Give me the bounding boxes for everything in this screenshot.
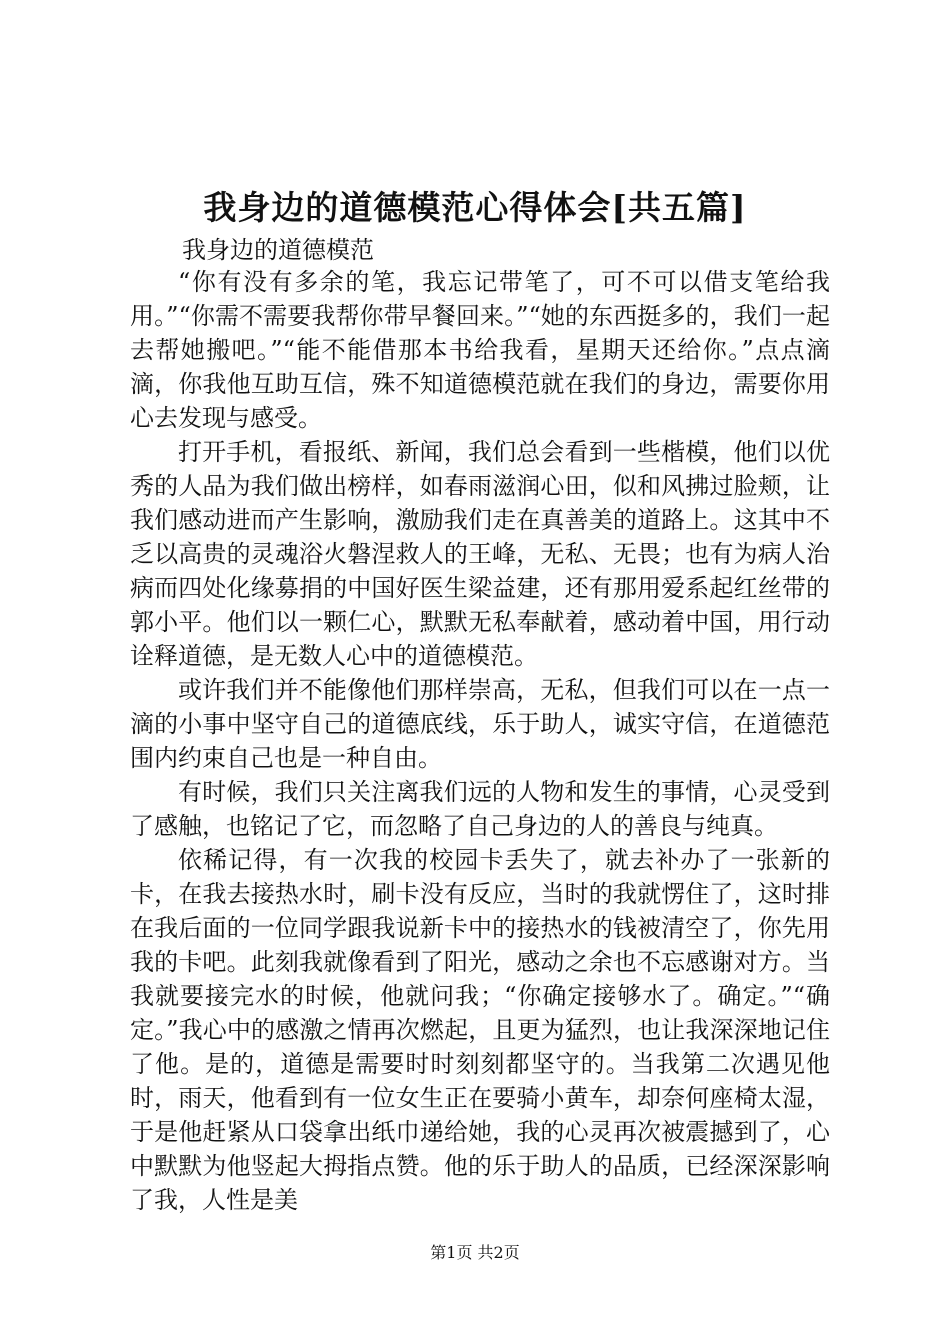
- paragraph-5: 依稀记得，有一次我的校园卡丢失了，就去补办了一张新的卡，在我去接热水时，刷卡没有反应，当时的我就愣住了，这时排在我后面的一位同学跟我说新卡中的接热水的钱被清空了，你先用我的卡吧。此刻我就像看到了阳光，感动之余也不忘感谢对方。当我就要接完水的时候，他就问我；“你确定接够水了。确定。”“确定。”我心中的感激之情再次燃起，且更为猛烈，也让我深深地记住了他。是的，道德是需要时时刻刻都坚守的。当我第二次遇见他时，雨天，他看到有一位女生正在要骑小黄车，却奈何座椅太湿，于是他赶紧从口袋拿出纸巾递给她，我的心灵再次被震撼到了，心中默默为他竖起大拇指点赞。他的乐于助人的品质，已经深深影响了我，人性是美: [130, 846, 830, 1214]
- paragraph-3: 或许我们并不能像他们那样崇高，无私，但我们可以在一点一滴的小事中坚守自己的道德底线，乐于助人，诚实守信，在道德范围内约束自己也是一种自由。: [130, 676, 830, 772]
- section-heading: 我身边的道德模范: [182, 236, 374, 264]
- paragraph-1: “你有没有多余的笔，我忘记带笔了，可不可以借支笔给我用。”“你需不需要我帮你带早餐回来。”“她的东西挺多的，我们一起去帮她搬吧。”“能不能借那本书给我看，星期天还给你。”点点滴滴，你我他互助互信，殊不知道德模范就在我们的身边，需要你用心去发现与感受。: [130, 268, 830, 432]
- paragraph-4: 有时候，我们只关注离我们远的人物和发生的事情，心灵受到了感触，也铭记了它，而忽略了自己身边的人的善良与纯真。: [130, 778, 830, 840]
- paragraph-2: 打开手机，看报纸、新闻，我们总会看到一些楷模，他们以优秀的人品为我们做出榜样，如春雨滋润心田，似和风拂过脸颊，让我们感动进而产生影响，激励我们走在真善美的道路上。这其中不乏以高贵的灵魂浴火磐涅救人的王峰，无私、无畏；也有为病人治病而四处化缘募捐的中国好医生梁益建，还有那用爱系起红丝带的郭小平。他们以一颗仁心，默默无私奉献着，感动着中国，用行动诠释道德，是无数人心中的道德模范。: [130, 438, 830, 670]
- page-number-footer: 第1页 共2页: [430, 1243, 520, 1262]
- document-body: [130, 236, 830, 1217]
- document-title: 我身边的道德模范心得体会[共五篇]: [203, 188, 747, 227]
